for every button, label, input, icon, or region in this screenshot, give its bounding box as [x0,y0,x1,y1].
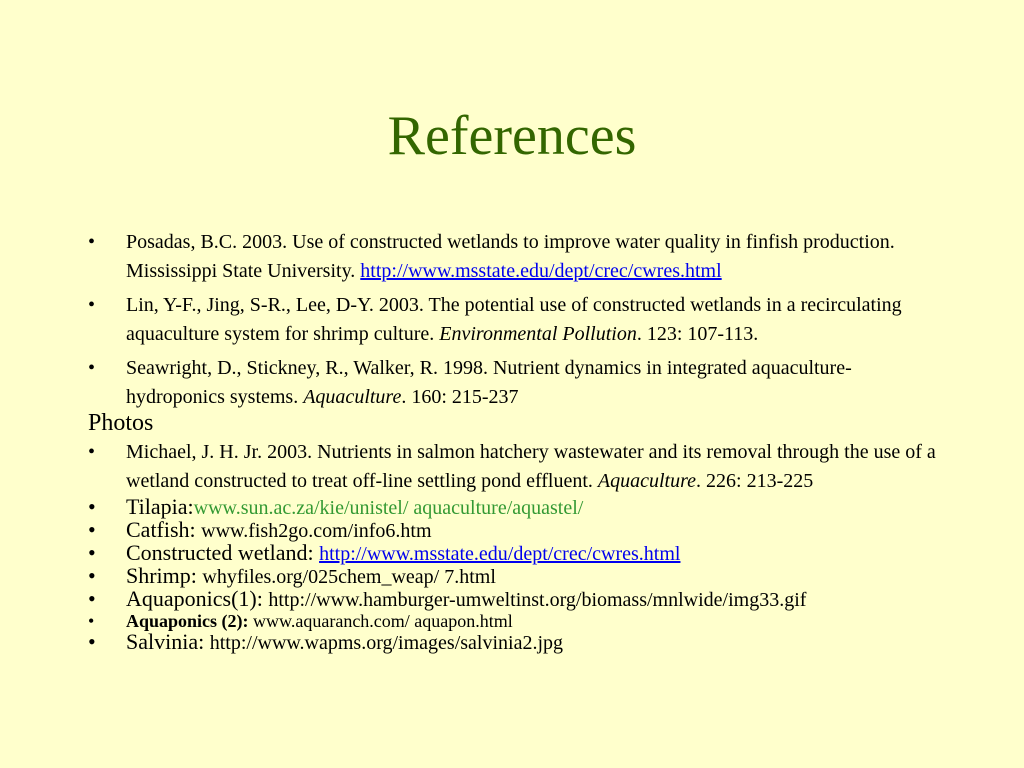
photo-url: http://www.wapms.org/images/salvinia2.jpg [209,632,564,654]
bullet: • [88,629,96,654]
photo-url: www.fish2go.com/info6.htm [201,520,432,542]
photo-label: Aquaponics (2): [126,611,249,631]
photo-label: Shrimp: [126,563,203,588]
reference-item [88,291,938,349]
photo-label: Tilapia: [126,494,194,519]
photo-label: Catfish: [126,517,202,542]
reference-item [88,438,938,496]
photo-label: Constructed wetland: [126,540,320,565]
reference-link[interactable]: http://www.msstate.edu/dept/crec/cwres.html [360,260,722,282]
photo-label: Aquaponics(1): [126,586,269,611]
reference-journal: Aquaculture [303,386,402,408]
reference-item [88,228,938,286]
bullet: • [88,357,96,379]
bullet: • [88,540,96,565]
bullet: • [88,294,96,316]
photo-credit-catfish [88,519,938,542]
bullet: • [88,563,96,588]
reference-text: Lin, Y-F., Jing, S-R., Lee, D-Y. 2003. The potential use of constructed wetlands in a recirculating aquaculture system for shrimp culture. [126,294,902,345]
bullet: • [88,441,96,463]
photo-credit-shrimp [88,565,938,588]
bullet: • [88,611,95,631]
photo-link[interactable]: http://www.msstate.edu/dept/crec/cwres.html [319,543,681,565]
photos-heading: Photos [88,410,154,436]
photo-url: http://www.hamburger-umweltinst.org/biomass/mnlwide/img33.gif [268,589,807,611]
reference-text: Michael, J. H. Jr. 2003. Nutrients in salmon hatchery wastewater and its removal through the use of a wetland constructed to treat off-line settling pond effluent. [126,441,936,492]
reference-journal: Aquaculture [597,470,697,492]
reference-citation: . 123: 107-113. [636,323,759,345]
photo-credit-constructed-wetland [88,542,938,565]
photo-credit-salvinia [88,631,938,654]
page-title: References [387,105,637,167]
photo-credit-aquaponics-2 [88,611,938,631]
photo-label: Salvinia: [126,629,210,654]
reference-text: Seawright, D., Stickney, R., Walker, R. 1998. Nutrient dynamics in integrated aquaculture-hydroponics systems. [126,357,852,408]
photo-credit-tilapia [88,496,938,519]
bullet: • [88,231,96,253]
photo-url: whyfiles.org/025chem_weap/ 7.html [202,566,496,588]
references-list [88,228,938,654]
photo-credit-aquaponics-1 [88,588,938,611]
reference-citation: . 226: 213-225 [696,470,814,492]
reference-citation: . 160: 215-237 [401,386,519,408]
reference-text: Posadas, B.C. 2003. Use of constructed wetlands to improve water quality in finfish production. Mississippi State University. [126,231,895,282]
reference-item [88,354,938,412]
reference-journal: Environmental Pollution [439,323,637,345]
photo-url: www.sun.ac.za/kie/unistel/ aquaculture/aquastel/ [193,497,584,519]
photo-url: www.aquaranch.com/ aquapon.html [248,611,513,631]
bullet: • [88,586,96,611]
bullet: • [88,494,96,519]
bullet: • [88,517,96,542]
